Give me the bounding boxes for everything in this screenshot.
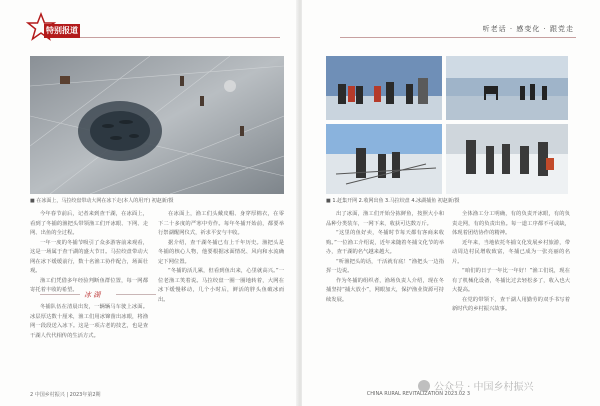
photo-3-winch bbox=[326, 124, 442, 194]
paragraph: “这里的鱼好卖，冬捕时节每天都有客商来收购。”一位渔工介绍说，近年来随着冬捕文化节的举办，查干湖的名气越来越大。 bbox=[326, 230, 444, 255]
subhead-rule-left bbox=[40, 294, 80, 295]
paragraph: “咱们的日子一年比一年好！”渔工们说，现在有了机械化设备，冬捕比过去轻松多了，收入也大大提高。 bbox=[452, 268, 570, 293]
paragraph: 作为冬捕的组织者，渔场负责人介绍，现在冬捕坚持“捕大放小”，网眼加大，保护渔业资源可持续发展。 bbox=[326, 277, 444, 303]
section-tag: 特别报道 bbox=[44, 24, 80, 38]
paragraph: 出了冰面，渔工们开始分拣鲜鱼，按照大小和品种分类装车，一网下来，收获可达数万斤。 bbox=[326, 211, 444, 227]
paragraph: “冬捕的活儿累，但看到鱼出来，心里就高兴。”一位老渔工笑着说。马拉绞盘一圈一圈地转着，大网在冰下缓慢移动，几个小时后，鲜活的胖头鱼破冰而出。 bbox=[158, 268, 284, 303]
photo-grid-caption: ■ 1.赶集开网 2.收网出鱼 3.马拉绞盘 4.冰湖捕鱼 初赵新/摄 bbox=[326, 198, 460, 204]
photo-4-ice-lake bbox=[446, 124, 568, 194]
main-photo-caption: ■ 在冰面上，马拉绞盘带动大网在冰下走(本人的用开) 初赵新/摄 bbox=[30, 198, 174, 204]
wechat-watermark bbox=[418, 378, 534, 393]
page-footer-right: CHINA RURAL REVITALIZATION 2023.02 3 bbox=[366, 391, 470, 397]
running-header: 听老话 · 感变化 · 跟党走 bbox=[482, 25, 574, 33]
header-rule-right bbox=[340, 37, 576, 38]
paragraph: 据介绍，查干湖冬捕已有上千年历史。渔把头是冬捕的核心人物，他要根据冰面情况、风向和水流确定下网位置。 bbox=[158, 239, 284, 265]
paragraph: 在党的带领下，查干湖人用勤劳的双手书写着新时代的乡村振兴故事。 bbox=[452, 296, 570, 312]
paragraph: 近年来，当地依托冬捕文化发展乡村旅游，带动周边村民增收致富，冬捕已成为一张亮丽的名片。 bbox=[452, 239, 570, 265]
paragraph: 在冰面上，渔工们头戴皮帽、身穿厚棉衣，在零下二十多度的严寒中劳作。每年冬捕开始前，都要举行祭湖醒网仪式，祈求平安与丰收。 bbox=[158, 211, 284, 236]
left-column-1 bbox=[30, 210, 148, 296]
left-page bbox=[0, 0, 298, 406]
subheading: 冰 湖 bbox=[84, 291, 101, 299]
paragraph: 冬捕队伍在清晨出发，一辆辆马车驶上冰面。冰层厚达数十厘米，渔工们用冰镩凿出冰眼，将渔网一段段送入冰下。这是一项古老的技艺，也是查干湖人代代相传的生活方式。 bbox=[30, 304, 148, 339]
header-rule-left bbox=[80, 37, 280, 38]
paragraph: “听渔把头的话，干活就有底！”渔把头一边指挥一边说。 bbox=[326, 258, 444, 274]
photo-2-horses bbox=[446, 56, 568, 120]
right-column-2 bbox=[452, 210, 570, 315]
photo-1-fishermen bbox=[326, 56, 442, 120]
main-ice-fishing-photo bbox=[30, 56, 284, 194]
wechat-icon bbox=[418, 380, 430, 392]
page-footer-left: 2 中国乡村振兴 | 2023年第2期 bbox=[30, 392, 101, 398]
paragraph: 一年一度的冬捕节吸引了众多游客前来观看，这是一场属于查干湖的盛大节日。马拉绞盘带动大网在冰下缓缓前行，数十名渔工协作配合，场面壮观。 bbox=[30, 239, 148, 274]
paragraph: 今年春节前后，记者来到查干湖，在冰面上，看到了冬捕的渔把头带领渔工们开冰眼、下网、走网、出鱼的全过程。 bbox=[30, 211, 148, 236]
paragraph: 全体渔工分工明确，有的负责开冰眼，有的负责走网，有的负责出鱼。每一道工序都不可或缺，体现着团结协作的精神。 bbox=[452, 211, 570, 236]
watermark-text: 公众号 · 中国乡村振兴 bbox=[434, 382, 534, 393]
subhead-rule-right bbox=[116, 294, 156, 295]
left-column-2 bbox=[158, 210, 284, 305]
paragraph: 渔工们凭借多年经验判断鱼群位置，每一网都寄托着丰收的希望。 bbox=[30, 277, 148, 293]
right-column-1 bbox=[326, 210, 444, 305]
left-column-1b bbox=[30, 303, 148, 341]
